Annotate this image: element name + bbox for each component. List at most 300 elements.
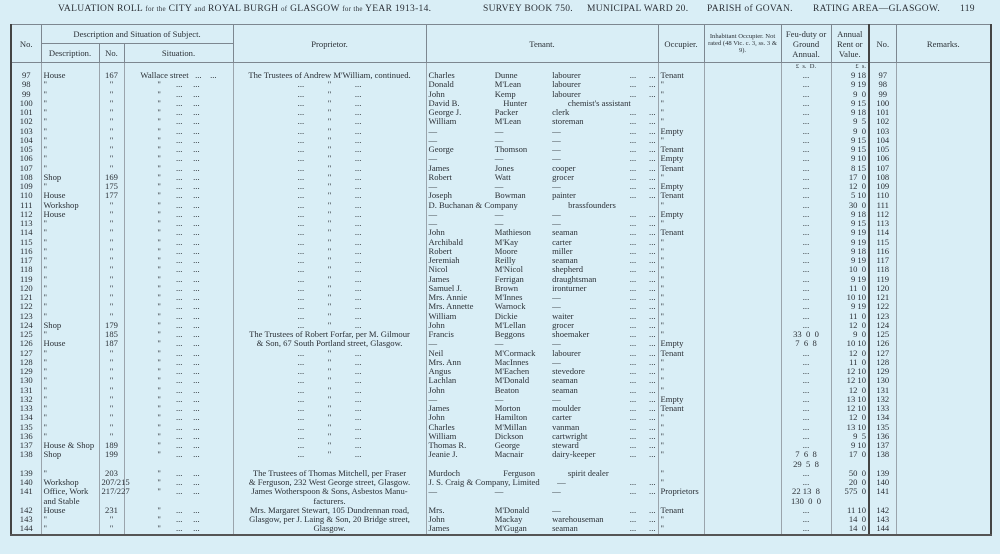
proprietor: ... " ... xyxy=(233,154,426,163)
title-text: ROYAL BURGH xyxy=(208,4,279,14)
proprietor: ... " ... xyxy=(233,136,426,145)
row-number-right: 111 xyxy=(869,201,896,210)
row-number: 103 xyxy=(11,127,41,136)
filler-dots: ... ... xyxy=(629,171,656,182)
row-number: 135 xyxy=(11,423,41,432)
col-no: No. xyxy=(11,25,41,63)
description: " xyxy=(41,386,99,395)
col-no2: No. xyxy=(869,25,896,63)
annual-rent: 17 0 xyxy=(831,450,869,459)
inhabitant-occupier xyxy=(704,145,781,154)
row-number: 138 xyxy=(11,450,41,459)
filler-dots: ... ... xyxy=(629,282,656,293)
street-number: 175 xyxy=(99,182,124,191)
tenant-occupation: — xyxy=(552,486,561,497)
tenant xyxy=(426,497,658,506)
situation: " ... ... xyxy=(124,247,233,256)
feu-duty: ... xyxy=(781,349,831,358)
description: " xyxy=(41,238,99,247)
tenant-occupation: seaman xyxy=(552,375,578,386)
remarks xyxy=(896,432,991,441)
annual-rent: 14 0 xyxy=(831,524,869,534)
col-situation: Situation. xyxy=(124,44,233,63)
tenant xyxy=(426,210,658,219)
description: " xyxy=(41,432,99,441)
remarks xyxy=(896,154,991,163)
tenant-first-name: Jeanie J. xyxy=(428,449,458,460)
remarks xyxy=(896,441,991,450)
inhabitant-occupier xyxy=(704,80,781,89)
tenant-surname: Thomson xyxy=(494,144,528,154)
tenant-surname: Packer xyxy=(494,107,519,117)
description: " xyxy=(41,515,99,524)
tenant xyxy=(426,117,658,126)
remarks xyxy=(896,108,991,117)
row-number-right: 112 xyxy=(869,210,896,219)
tenant-surname: M'Lean xyxy=(494,79,522,90)
tenant-surname: Reilly xyxy=(494,255,516,265)
remarks xyxy=(896,312,991,321)
description: House xyxy=(41,71,99,80)
street-number: 231 xyxy=(99,506,124,515)
filler-dots: ... ... xyxy=(629,273,656,284)
tenant-first-name: — xyxy=(428,153,438,164)
remarks xyxy=(896,99,991,108)
remarks xyxy=(896,478,991,487)
proprietor: ... " ... xyxy=(233,302,426,311)
tenant-occupation: — xyxy=(552,292,561,302)
tenant-first-name: James xyxy=(428,523,450,534)
description: House & Shop xyxy=(41,441,99,450)
street-number: " xyxy=(99,256,124,265)
remarks xyxy=(896,321,991,330)
street-number: " xyxy=(99,386,124,395)
tenant-occupation: storeman xyxy=(552,116,584,127)
tenant-occupation: miller xyxy=(552,245,573,256)
feu-duty: ... xyxy=(781,219,831,228)
tenant-occupation: shepherd xyxy=(552,264,584,275)
remarks xyxy=(896,339,991,348)
occupier: " xyxy=(658,469,704,478)
remarks xyxy=(896,423,991,432)
tenant xyxy=(426,441,658,450)
occupier: Empty xyxy=(658,154,704,163)
feu-duty: ... xyxy=(781,145,831,154)
tenant-fields xyxy=(429,339,656,348)
description: " xyxy=(41,127,99,136)
street-number: " xyxy=(99,164,124,173)
proprietor: ... " ... xyxy=(233,191,426,200)
filler-dots: ... ... xyxy=(629,514,656,524)
inhabitant-occupier xyxy=(704,524,781,534)
occupier: " xyxy=(658,99,704,108)
inhabitant-occupier xyxy=(704,164,781,173)
row-number-right: 138 xyxy=(869,450,896,459)
tenant-fields xyxy=(429,265,656,274)
tenant-fields xyxy=(429,330,656,339)
description: " xyxy=(41,469,99,478)
description: " xyxy=(41,117,99,126)
annual-rent: 9 19 xyxy=(831,238,869,247)
street-number: 189 xyxy=(99,441,124,450)
proprietor: ... " ... xyxy=(233,99,426,108)
row-number-right: 117 xyxy=(869,256,896,265)
tenant xyxy=(426,201,658,210)
street-number: " xyxy=(99,108,124,117)
tenant-fields xyxy=(429,321,656,330)
street-number: " xyxy=(99,284,124,293)
tenant xyxy=(426,478,658,487)
street-number: " xyxy=(99,238,124,247)
street-number: " xyxy=(99,265,124,274)
row-number-right: 140 xyxy=(869,478,896,487)
feu-duty: ... xyxy=(781,182,831,191)
tenant-fields xyxy=(429,367,656,376)
proprietor: ... " ... xyxy=(233,228,426,237)
row-number-right: 134 xyxy=(869,413,896,422)
proprietor: ... " ... xyxy=(233,145,426,154)
remarks xyxy=(896,450,991,459)
row-number-right: 101 xyxy=(869,108,896,117)
tenant-surname: Beaton xyxy=(494,384,520,395)
situation: " ... ... xyxy=(124,358,233,367)
description: " xyxy=(41,80,99,89)
proprietor: ... " ... xyxy=(233,210,426,219)
feu-duty: ... xyxy=(781,238,831,247)
tenant-fields xyxy=(429,80,656,89)
occupier: " xyxy=(658,432,704,441)
situation: " ... ... xyxy=(124,127,233,136)
occupier: Empty xyxy=(658,339,704,348)
situation: " ... ... xyxy=(124,376,233,385)
tenant xyxy=(426,71,658,80)
situation: " ... ... xyxy=(124,487,233,496)
tenant xyxy=(426,127,658,136)
feu-duty: ... xyxy=(781,367,831,376)
situation: " ... ... xyxy=(124,302,233,311)
description: and Stable xyxy=(41,497,99,506)
occupier: " xyxy=(658,90,704,99)
tenant-surname: M'Donald xyxy=(494,504,530,515)
row-number: 132 xyxy=(11,395,41,404)
occupier: " xyxy=(658,293,704,302)
tenant-fields xyxy=(429,358,656,367)
annual-rent: 30 0 xyxy=(831,201,869,210)
situation: " ... ... xyxy=(124,173,233,182)
row-number: 127 xyxy=(11,349,41,358)
description: " xyxy=(41,302,99,311)
street-number: " xyxy=(99,376,124,385)
inhabitant-occupier xyxy=(704,469,781,478)
row-number: 130 xyxy=(11,376,41,385)
row-number-right: 103 xyxy=(869,127,896,136)
filler-dots: ... ... xyxy=(629,449,656,460)
tenant-occupation: moulder xyxy=(552,403,581,413)
filler-dots: ... ... xyxy=(629,264,656,275)
description: " xyxy=(41,182,99,191)
inhabitant-occupier xyxy=(704,173,781,182)
proprietor: ... " ... xyxy=(233,256,426,265)
inhabitant-occupier xyxy=(704,71,781,80)
occupier: Tenant xyxy=(658,228,704,237)
annual-rent: 12 10 xyxy=(831,376,869,385)
tenant-first-name: — xyxy=(428,218,438,228)
row-number-right: 120 xyxy=(869,284,896,293)
filler-dots: ... ... xyxy=(629,125,656,136)
street-number: " xyxy=(99,349,124,358)
row-number-right: 113 xyxy=(869,219,896,228)
tenant-surname: Dickie xyxy=(494,310,518,321)
proprietor: ... " ... xyxy=(233,321,426,330)
tenant-fields xyxy=(429,302,656,311)
row-number: 111 xyxy=(11,201,41,210)
tenant-surname xyxy=(504,478,558,487)
tenant-first-name: William xyxy=(428,310,457,321)
street-number: " xyxy=(99,247,124,256)
situation: " ... ... xyxy=(124,136,233,145)
tenant-surname: Watt xyxy=(494,171,511,182)
tenant-first-name: — xyxy=(428,125,438,136)
tenant-fields xyxy=(429,506,656,515)
remarks xyxy=(896,201,991,210)
filler-dots: ... ... xyxy=(629,440,656,450)
tenant xyxy=(426,386,658,395)
tenant-first-name: Charles xyxy=(428,70,455,80)
row-number: 110 xyxy=(11,191,41,200)
annual-rent: 9 0 xyxy=(831,90,869,99)
proprietor: ... " ... xyxy=(233,247,426,256)
row-number-right: 126 xyxy=(869,339,896,348)
description: " xyxy=(41,404,99,413)
proprietor: ... " ... xyxy=(233,173,426,182)
tenant-occupation: — xyxy=(552,125,561,136)
street-number: " xyxy=(99,312,124,321)
inhabitant-occupier xyxy=(704,367,781,376)
situation: " ... ... xyxy=(124,524,233,534)
description: " xyxy=(41,265,99,274)
filler-dots: ... ... xyxy=(629,393,656,404)
feu-duty: 7 6 8 xyxy=(781,450,831,459)
street-number: " xyxy=(99,90,124,99)
occupier: " xyxy=(658,376,704,385)
parish: PARISH of GOVAN. xyxy=(707,4,793,14)
filler-dots: ... ... xyxy=(629,227,656,238)
annual-rent: 9 0 xyxy=(831,127,869,136)
tenant-first-name: Mrs. Annie xyxy=(428,292,468,302)
tenant-first-name: Mrs. Annette xyxy=(428,301,474,312)
tenant-fields xyxy=(429,386,656,395)
proprietor: James Wotherspoon & Sons, Asbestos Manu- xyxy=(233,487,426,496)
feu-duty: ... xyxy=(781,506,831,515)
row-number: 141 xyxy=(11,487,41,496)
proprietor: ... " ... xyxy=(233,432,426,441)
row-number: 101 xyxy=(11,108,41,117)
filler-dots: ... ... xyxy=(629,218,656,228)
feu-duty: ... xyxy=(781,413,831,422)
filler-dots: ... ... xyxy=(629,477,656,487)
occupier: " xyxy=(658,358,704,367)
tenant-occupation: ironturner xyxy=(552,282,587,293)
tenant-first-name: Mrs. Ann xyxy=(428,356,461,367)
inhabitant-occupier xyxy=(704,284,781,293)
feu-duty: ... xyxy=(781,284,831,293)
inhabitant-occupier xyxy=(704,191,781,200)
tenant-surname: — xyxy=(494,134,504,145)
remarks xyxy=(896,164,991,173)
tenant-first-name: — xyxy=(428,181,438,191)
proprietor: The Trustees of Robert Forfar, per M. Gilmour xyxy=(233,330,426,339)
tenant xyxy=(426,312,658,321)
tenant xyxy=(426,108,658,117)
row-number: 121 xyxy=(11,293,41,302)
inhabitant-occupier xyxy=(704,515,781,524)
tenant-occupation: — xyxy=(552,356,561,367)
row-number: 104 xyxy=(11,136,41,145)
row-number: 120 xyxy=(11,284,41,293)
situation: " ... ... xyxy=(124,219,233,228)
tenant-surname: — xyxy=(494,125,504,136)
street-number: " xyxy=(99,275,124,284)
tenant-first-name: — xyxy=(428,338,438,349)
title-text: YEAR 1913-14. xyxy=(365,4,432,14)
annual-rent: 20 0 xyxy=(831,478,869,487)
inhabitant-occupier xyxy=(704,90,781,99)
tenant-first-name: D. Buchanan & Company xyxy=(428,199,518,210)
tenant xyxy=(426,487,658,496)
tenant-occupation: dairy-keeper xyxy=(552,449,596,460)
col-occupier: Occupier. xyxy=(658,25,704,63)
annual-rent: 10 10 xyxy=(831,293,869,302)
street-number: 169 xyxy=(99,173,124,182)
feu-duty: ... xyxy=(781,386,831,395)
inhabitant-occupier xyxy=(704,108,781,117)
annual-rent: 9 15 xyxy=(831,136,869,145)
feu-duty: ... xyxy=(781,376,831,385)
street-number: " xyxy=(99,136,124,145)
tenant xyxy=(426,367,658,376)
filler-dots: ... ... xyxy=(629,403,656,413)
tenant-occupation: — xyxy=(552,208,561,219)
inhabitant-occupier xyxy=(704,312,781,321)
remarks xyxy=(896,376,991,385)
tenant xyxy=(426,154,658,163)
row-number: 117 xyxy=(11,256,41,265)
tenant-surname: — xyxy=(494,486,504,497)
proprietor: ... " ... xyxy=(233,376,426,385)
filler-dots: ... ... xyxy=(629,208,656,219)
row-number-right: 108 xyxy=(869,173,896,182)
col-feu: Feu-duty or Ground Annual. xyxy=(781,25,831,63)
occupier: " xyxy=(658,423,704,432)
occupier: Empty xyxy=(658,210,704,219)
tenant xyxy=(426,80,658,89)
occupier: " xyxy=(658,515,704,524)
annual-rent: 9 5 xyxy=(831,432,869,441)
description: Shop xyxy=(41,450,99,459)
filler-dots: ... ... xyxy=(629,329,656,339)
annual-rent: 10 10 xyxy=(831,339,869,348)
annual-rent: 9 19 xyxy=(831,275,869,284)
filler-dots: ... ... xyxy=(629,116,656,127)
description: House xyxy=(41,339,99,348)
remarks xyxy=(896,247,991,256)
occupier: Proprietors xyxy=(658,487,704,496)
tenant-surname: — xyxy=(494,338,504,349)
annual-rent: 575 0 xyxy=(831,487,869,496)
tenant-first-name: Jeremiah xyxy=(428,255,460,265)
feu-duty: ... xyxy=(781,201,831,210)
row-number-right: 97 xyxy=(869,71,896,80)
row-number: 124 xyxy=(11,321,41,330)
remarks xyxy=(896,127,991,136)
inhabitant-occupier xyxy=(704,228,781,237)
proprietor: ... " ... xyxy=(233,90,426,99)
feu-duty: ... xyxy=(781,265,831,274)
filler-dots: ... ... xyxy=(629,504,656,515)
tenant-first-name: John xyxy=(428,412,445,423)
occupier: " xyxy=(658,284,704,293)
tenant-surname: M'Eachen xyxy=(494,366,530,376)
description: " xyxy=(41,228,99,237)
col-inhabitant: Inhabitant Occupier. Not rated (48 Vic. c. 3, ss. 3 & 9). xyxy=(704,25,781,63)
occupier: " xyxy=(658,302,704,311)
proprietor: facturers. xyxy=(233,497,426,506)
feu-duty: ... xyxy=(781,247,831,256)
proprietor: ... " ... xyxy=(233,349,426,358)
row-number: 99 xyxy=(11,90,41,99)
row-number-right: 125 xyxy=(869,330,896,339)
feu-duty: ... xyxy=(781,293,831,302)
tenant-fields xyxy=(429,219,656,228)
row-number-right: 119 xyxy=(869,275,896,284)
situation: " ... ... xyxy=(124,386,233,395)
feu-duty: ... xyxy=(781,515,831,524)
occupier: " xyxy=(658,117,704,126)
row-number: 98 xyxy=(11,80,41,89)
tenant-occupation: seaman xyxy=(552,384,578,395)
rating-area: RATING AREA—GLASGOW. xyxy=(813,4,941,14)
tenant xyxy=(426,339,658,348)
tenant-fields xyxy=(429,478,656,487)
situation: " ... ... xyxy=(124,413,233,422)
annual-rent: 9 18 xyxy=(831,108,869,117)
feu-duty: ... xyxy=(781,99,831,108)
feu-duty: 33 0 0 xyxy=(781,330,831,339)
tenant-occupation: cartwright xyxy=(552,430,588,441)
row-number-right: 132 xyxy=(869,395,896,404)
tenant-first-name: Mrs. xyxy=(428,504,445,515)
street-number: " xyxy=(99,432,124,441)
situation: " ... ... xyxy=(124,515,233,524)
filler-dots: ... ... xyxy=(629,292,656,302)
annual-rent: 11 0 xyxy=(831,358,869,367)
annual-rent: 9 15 xyxy=(831,145,869,154)
inhabitant-occupier xyxy=(704,497,781,506)
street-number: " xyxy=(99,395,124,404)
occupier: " xyxy=(658,247,704,256)
proprietor: ... " ... xyxy=(233,312,426,321)
tenant-surname: — xyxy=(494,218,504,228)
street-number: 217/227 xyxy=(99,487,124,496)
tenant-first-name: Charles xyxy=(428,421,455,432)
col-rent: Annual Rent or Value. xyxy=(831,25,869,63)
remarks xyxy=(896,284,991,293)
filler-dots: ... ... xyxy=(629,412,656,423)
inhabitant-occupier xyxy=(704,395,781,404)
tenant-first-name: David B. xyxy=(428,97,460,108)
occupier: Tenant xyxy=(658,71,704,80)
tenant-occupation: cooper xyxy=(552,162,576,173)
